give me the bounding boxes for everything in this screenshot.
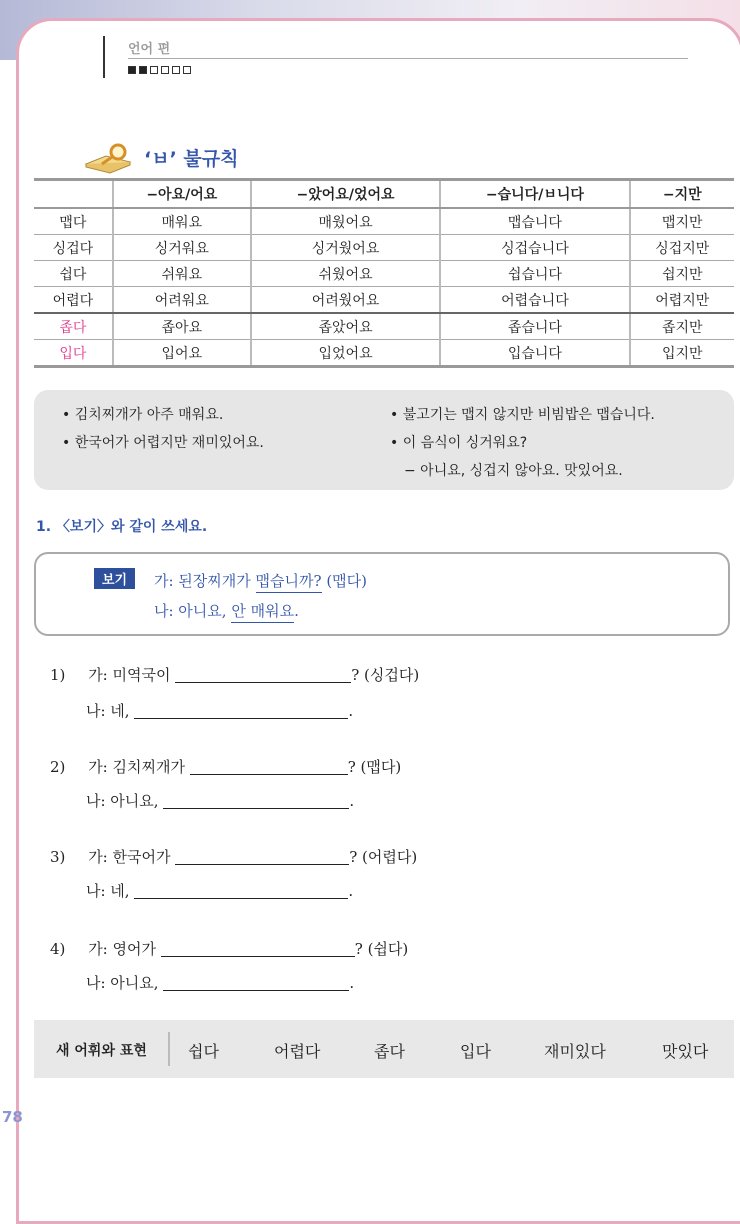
item-period: . — [348, 702, 354, 720]
bogi-text: 가: 된장찌개가 — [154, 572, 256, 590]
example-sentence: • 이 음식이 싱거워요? — [390, 435, 528, 451]
table-cell-highlight: 좁다 — [34, 313, 113, 340]
item-na-text: 나: 네, — [86, 882, 130, 900]
vocab-word: 맛있다 — [662, 1042, 709, 1061]
vocab-divider — [168, 1032, 170, 1066]
bogi-line-ga — [154, 570, 367, 591]
item-number: 4) — [50, 940, 66, 958]
progress-square — [150, 66, 158, 74]
item-hint: ? (쉽다) — [354, 940, 409, 958]
magnifier-book-icon — [84, 142, 136, 174]
vocab-bar — [34, 1020, 734, 1078]
table-cell: 싱거워요 — [113, 235, 251, 261]
table-cell: 좁았어요 — [251, 313, 440, 340]
table-cell: 쉽습니다 — [440, 261, 629, 287]
bogi-text: 나: 아니요, — [154, 602, 232, 620]
exercise-item-2-na — [86, 790, 354, 811]
table-cell: 입지만 — [630, 340, 734, 367]
table-cell: 맵지만 — [630, 208, 734, 235]
vocab-word: 좁다 — [374, 1042, 405, 1061]
item-na-text: 나: 아니요, — [86, 792, 159, 810]
answer-blank[interactable] — [163, 990, 349, 991]
table-header-cell: −습니다/ㅂ니다 — [440, 180, 629, 209]
exercise-item-1 — [50, 664, 419, 685]
item-period: . — [348, 882, 354, 900]
bogi-box — [34, 552, 730, 636]
answer-blank[interactable] — [134, 898, 348, 899]
vocab-label: 새 어휘와 표현 — [56, 1043, 147, 1059]
table-row — [34, 313, 734, 340]
table-header-cell: −아요/어요 — [113, 180, 251, 209]
item-number: 1) — [50, 666, 66, 684]
progress-squares — [128, 66, 191, 74]
table-cell: 맵습니다 — [440, 208, 629, 235]
answer-blank[interactable] — [134, 718, 348, 719]
header-title: 언어 편 — [128, 42, 171, 57]
exercise-item-2 — [50, 756, 401, 777]
table-cell: 어렵습니다 — [440, 287, 629, 314]
example-sentence: • 한국어가 어렵지만 재미있어요. — [62, 435, 264, 451]
table-row — [34, 208, 734, 235]
bogi-answer: 맵습니까? — [256, 572, 322, 593]
vocab-word: 어렵다 — [274, 1042, 321, 1061]
item-hint: ? (어렵다) — [349, 848, 418, 866]
progress-square — [172, 66, 180, 74]
table-cell: 싱겁다 — [34, 235, 113, 261]
item-na-text: 나: 네, — [86, 702, 130, 720]
item-ga-text: 가: 김치찌개가 — [88, 758, 185, 776]
bogi-end: . — [294, 602, 299, 620]
exercise-instruction: 1. 〈보기〉와 같이 쓰세요. — [36, 519, 208, 535]
header-divider — [103, 36, 105, 78]
item-ga-text: 가: 미역국이 — [88, 666, 171, 684]
example-box — [34, 390, 734, 490]
page-number: 78 — [2, 1108, 23, 1126]
table-cell: 싱겁습니다 — [440, 235, 629, 261]
table-cell: 입습니다 — [440, 340, 629, 367]
item-period: . — [349, 792, 355, 810]
table-cell: 쉽지만 — [630, 261, 734, 287]
bogi-label: 보기 — [94, 568, 135, 589]
progress-square — [139, 66, 147, 74]
table-cell: 좁지만 — [630, 313, 734, 340]
table-cell-highlight: 입다 — [34, 340, 113, 367]
progress-square — [183, 66, 191, 74]
answer-blank[interactable] — [190, 774, 348, 775]
bogi-line-na — [154, 600, 299, 621]
item-hint: ? (맵다) — [347, 758, 402, 776]
example-sentence: • 불고기는 맵지 않지만 비빔밥은 맵습니다. — [390, 407, 655, 423]
progress-square — [128, 66, 136, 74]
answer-blank[interactable] — [163, 808, 349, 809]
table-header-cell — [34, 180, 113, 209]
vocab-word: 입다 — [460, 1042, 491, 1061]
table-cell: 어렵다 — [34, 287, 113, 314]
table-row — [34, 235, 734, 261]
exercise-item-1-na — [86, 700, 353, 721]
answer-blank[interactable] — [175, 682, 351, 683]
table-cell: 입었어요 — [251, 340, 440, 367]
table-header-cell: −았어요/었어요 — [251, 180, 440, 209]
table-cell: 매워요 — [113, 208, 251, 235]
example-sentence: − 아니요, 싱겁지 않아요. 맛있어요. — [404, 463, 623, 479]
vocab-word: 재미있다 — [544, 1042, 606, 1061]
bogi-answer: 안 매워요 — [231, 602, 294, 623]
table-row — [34, 340, 734, 367]
item-ga-text: 가: 한국어가 — [88, 848, 171, 866]
exercise-item-4-na — [86, 972, 354, 993]
conjugation-table — [34, 178, 734, 368]
progress-square — [161, 66, 169, 74]
table-cell: 쉬웠어요 — [251, 261, 440, 287]
item-number: 3) — [50, 848, 66, 866]
exercise-item-3 — [50, 846, 417, 867]
table-cell: 좁아요 — [113, 313, 251, 340]
exercise-item-3-na — [86, 880, 353, 901]
table-cell: 싱겁지만 — [630, 235, 734, 261]
example-sentence: • 김치찌개가 아주 매워요. — [62, 407, 224, 423]
table-cell: 어려웠어요 — [251, 287, 440, 314]
vocab-word: 쉽다 — [188, 1042, 219, 1061]
item-hint: ? (싱겁다) — [351, 666, 420, 684]
table-cell: 쉽다 — [34, 261, 113, 287]
bogi-hint: (맵다) — [321, 572, 367, 590]
table-header-cell: −지만 — [630, 180, 734, 209]
table-cell: 매웠어요 — [251, 208, 440, 235]
table-cell: 쉬워요 — [113, 261, 251, 287]
table-cell: 어렵지만 — [630, 287, 734, 314]
item-number: 2) — [50, 758, 66, 776]
answer-blank[interactable] — [175, 864, 349, 865]
item-period: . — [349, 974, 355, 992]
table-cell: 어려워요 — [113, 287, 251, 314]
table-cell: 좁습니다 — [440, 313, 629, 340]
table-header-row — [34, 180, 734, 209]
item-na-text: 나: 아니요, — [86, 974, 159, 992]
table-row — [34, 287, 734, 314]
table-cell: 입어요 — [113, 340, 251, 367]
header-rule — [128, 58, 688, 59]
exercise-item-4 — [50, 938, 408, 959]
section-title: ‘ㅂ’ 불규칙 — [144, 148, 239, 170]
table-row — [34, 261, 734, 287]
table-cell: 맵다 — [34, 208, 113, 235]
table-cell: 싱거웠어요 — [251, 235, 440, 261]
item-ga-text: 가: 영어가 — [88, 940, 156, 958]
answer-blank[interactable] — [161, 956, 355, 957]
